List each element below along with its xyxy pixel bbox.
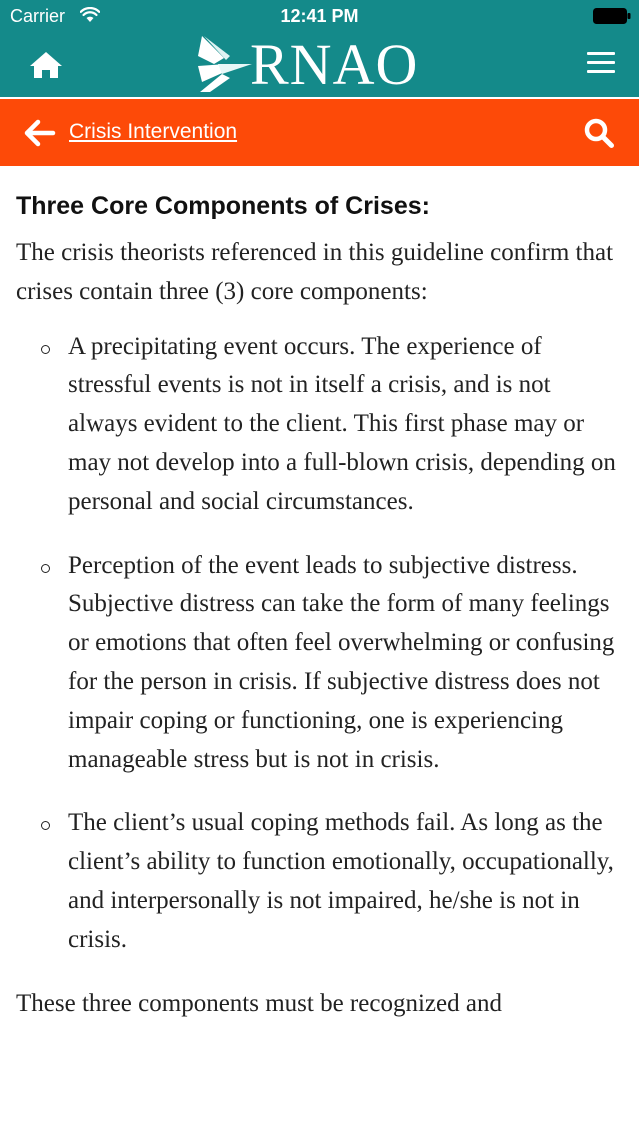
bullet-icon: [41, 821, 50, 830]
article-content: [16, 190, 616, 1023]
components-list: [16, 328, 616, 960]
menu-bar: [587, 70, 615, 73]
section-heading: Three Core Components of Crises:: [16, 192, 430, 220]
logo-text: RNAO: [250, 32, 419, 97]
list-item-text: A precipitating event occurs. The experience of stressful events is not in itself a crisis, and is not always evident to the client. This first phase may or may not develop into a full-blown crisis, depending on personal and social circumstances.: [68, 332, 616, 515]
logo-mark-icon: [196, 34, 254, 94]
status-carrier: Carrier: [10, 6, 66, 26]
list-item: [16, 804, 616, 959]
menu-bar: [587, 61, 615, 64]
outro-paragraph: These three components must be recognized and: [16, 989, 502, 1017]
rnao-logo: [196, 32, 446, 97]
menu-icon[interactable]: [587, 52, 615, 74]
back-arrow-icon[interactable]: [24, 119, 56, 147]
status-time: 12:41 PM: [280, 6, 359, 26]
breadcrumb-link[interactable]: Crisis Intervention: [69, 120, 238, 143]
breadcrumb-bar: [0, 99, 639, 166]
home-icon[interactable]: [29, 50, 63, 80]
battery-icon: [593, 8, 631, 24]
intro-paragraph: The crisis theorists referenced in this guideline confirm that crises contain three (3) core components:: [16, 239, 614, 305]
app-header: [0, 32, 639, 98]
menu-bar: [587, 52, 615, 55]
list-item-text: Perception of the event leads to subjective distress. Subjective distress can take the form of many feelings or emotions that often feel overwhelming or confusing for the person in crisis. If subjective distress does not impair coping or functioning, one is experiencing manageable stress but is not in crisis.: [68, 551, 615, 773]
search-icon[interactable]: [583, 117, 615, 149]
list-item-text: The client’s usual coping methods fail. As long as the client’s ability to function emotionally, occupationally, and interpersonally is not impaired, he/she is not in crisis.: [68, 809, 614, 953]
bullet-icon: [41, 564, 50, 573]
bullet-icon: [41, 345, 50, 354]
status-bar: [0, 0, 639, 32]
list-item: [16, 328, 616, 522]
list-item: [16, 547, 616, 780]
